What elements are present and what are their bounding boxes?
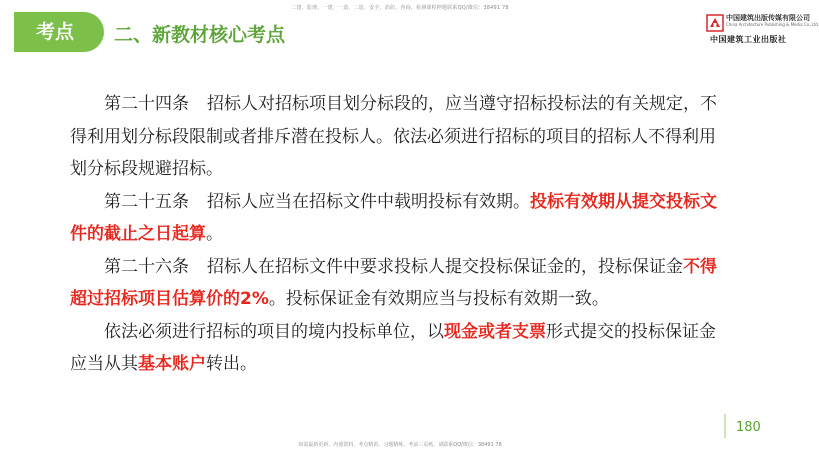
- bottom-watermark-note: 如需最新更新、内部资料、考点精讲、习题精练，考前三页纸，请联系QQ/微信：38491 78: [298, 442, 502, 448]
- article-label: 第二十五条: [104, 191, 189, 212]
- page-number: 180: [736, 420, 761, 435]
- page-number-divider: [724, 414, 726, 438]
- paragraph-text: 。投标保证金有效期应当与投标有效期一致。: [268, 289, 609, 309]
- paragraph-text: 转出。: [206, 354, 257, 374]
- article-paragraph: [70, 316, 720, 381]
- section-badge-label: 考点: [36, 21, 75, 43]
- paragraph-text: 依法必须进行招标的项目的境内投标单位，以: [104, 321, 444, 342]
- publisher-calligraphy: 中国建筑工业出版社: [710, 34, 787, 44]
- paragraph-text: 。: [206, 224, 223, 244]
- paragraph-text: 招标人应当在招标文件中载明投标有效期。: [207, 191, 530, 212]
- article-paragraph: [70, 186, 720, 251]
- publisher-name-cn: 中国建筑出版传媒有限公司: [726, 14, 810, 22]
- paragraph-text: 招标人对招标项目划分标段的，应当遵守招标投标法的有关规定，不得利用划分标段限制或者排斥潜在投标人。依法必须进行招标的项目的招标人不得利用划分标段规避招标。: [70, 94, 717, 179]
- page-title: 二、新教材核心考点: [114, 24, 286, 46]
- article-label: 第二十四条: [104, 94, 189, 114]
- highlighted-text: 基本账户: [138, 354, 206, 374]
- article-paragraph: [70, 88, 720, 186]
- top-watermark-note: 二建、监理、一建、一造、二造、安全、消防、咨询、检测课程押题联系QQ/微信：38491 78: [291, 5, 509, 11]
- highlighted-text: 投标有效期从提交投标文件的截止之日起算: [70, 191, 717, 244]
- publisher-name-en: China Architecture Publishing & Media Co.,Ltd.: [726, 22, 819, 27]
- article-label: 第二十六条: [104, 256, 189, 277]
- highlighted-text: 不得超过招标项目估算价的2%: [70, 256, 717, 309]
- publisher-logo-icon: [706, 14, 724, 32]
- article-content: [70, 88, 720, 381]
- publisher-logo: [706, 12, 819, 48]
- article-paragraph: [70, 251, 720, 316]
- highlighted-text: 现金或者支票: [444, 321, 546, 342]
- paragraph-text: 形式提交的投标保证金应当从其: [70, 321, 716, 374]
- paragraph-text: 招标人在招标文件中要求投标人提交投标保证金的，投标保证金: [207, 256, 683, 277]
